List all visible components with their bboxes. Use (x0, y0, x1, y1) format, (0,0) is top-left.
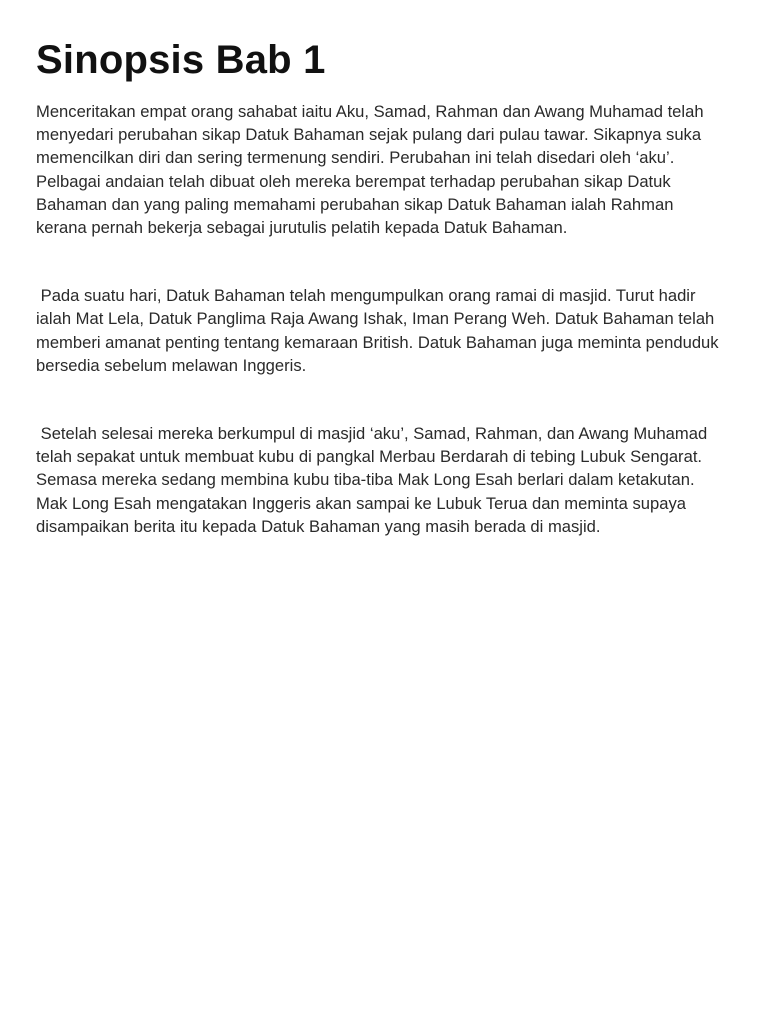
paragraph-3: Setelah selesai mereka berkumpul di masjid ‘aku’, Samad, Rahman, dan Awang Muhamad telah sepakat untuk membuat kubu di pangkal Merbau Berdarah di tebing Lubuk Sengarat. Semasa mereka sedang membina kubu tiba-tiba Mak Long Esah berlari dalam ketakutan. Mak Long Esah mengatakan Inggeris akan sampai ke Lubuk Terua dan meminta supaya disampaikan berita itu kepada Datuk Bahaman yang masih berada di masjid. (36, 424, 712, 536)
paragraph-1: Menceritakan empat orang sahabat iaitu Aku, Samad, Rahman dan Awang Muhamad telah menyedari perubahan sikap Datuk Bahaman sejak pulang dari pulau tawar. Sikapnya suka memencilkan diri dan sering termenung sendiri. Perubahan ini telah disedari oleh ‘aku’. Pelbagai andaian telah dibuat oleh mereka berempat terhadap perubahan sikap Datuk Bahaman dan yang paling memahami perubahan sikap Datuk Bahaman ialah Rahman kerana pernah bekerja sebagai jurutulis pelatih kepada Datuk Bahaman. (36, 102, 709, 238)
page-title: Sinopsis Bab 1 (36, 38, 326, 82)
paragraph-2: Pada suatu hari, Datuk Bahaman telah mengumpulkan orang ramai di masjid. Turut hadir ialah Mat Lela, Datuk Panglima Raja Awang Ishak, Iman Perang Weh. Datuk Bahaman telah memberi amanat penting tentang kemaraan British. Datuk Bahaman juga meminta penduduk bersedia sebelum melawan Inggeris. (36, 286, 724, 375)
synopsis-body (36, 100, 728, 538)
